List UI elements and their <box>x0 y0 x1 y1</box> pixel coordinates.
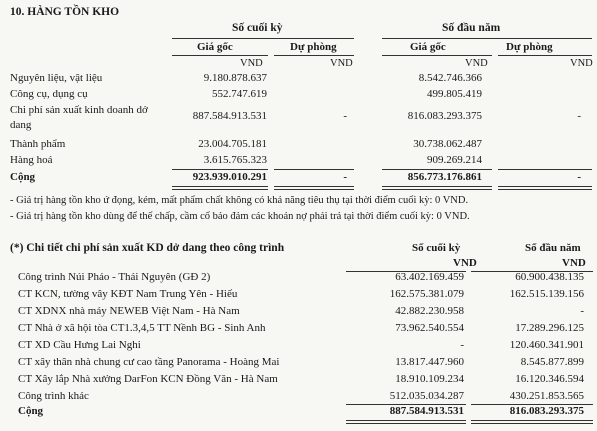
group-header-start-year: Số đầu năm <box>442 22 501 34</box>
row-label: CT XD Cầu Hưng Lai Nghi <box>18 339 141 351</box>
cell-value: - <box>460 339 464 351</box>
cell-value: 13.817.447.960 <box>395 356 464 368</box>
note-line: - Giá trị hàng tồn kho ứ đọng, kém, mất phẩm chất không có khả năng tiêu thụ tại thời điểm cuối kỳ: 0 VND. <box>10 195 469 206</box>
total-label: Cộng <box>18 405 44 417</box>
section-title: 10. HÀNG TỒN KHO <box>10 6 120 18</box>
cell-value: 16.120.346.594 <box>515 373 584 385</box>
row-label: Công trình Núi Pháo - Thái Nguyên (GĐ 2) <box>18 271 211 283</box>
total-value: - <box>577 171 581 183</box>
cell-value: 42.882.230.958 <box>395 305 464 317</box>
col-header-provision-1: Dự phòng <box>290 41 337 53</box>
unit-label: VND <box>240 58 263 69</box>
cell-value: 60.900.438.135 <box>515 271 584 283</box>
cell-value: 162.575.381.079 <box>389 288 464 300</box>
cell-value: 162.515.139.156 <box>509 288 584 300</box>
total-value: 923.939.010.291 <box>192 171 267 183</box>
row-label: Thành phẩm <box>10 138 66 150</box>
cell-value: 63.402.169.459 <box>395 271 464 283</box>
cell-value: 8.545.877.899 <box>520 356 584 368</box>
cell-value: 430.251.853.565 <box>509 390 584 402</box>
row-label: CT Nhà ở xã hội tòa CT1.3,4,5 TT Nềnh BG - Sinh Anh <box>18 322 266 334</box>
col-header-cost-1: Giá gốc <box>197 41 233 53</box>
row-label: CT KCN, tường vây KĐT Nam Trung Yên - Hiếu <box>18 288 238 300</box>
cell-value: 23.004.705.181 <box>198 138 267 150</box>
row-label: Chi phí sản xuất kinh doanh dở <box>10 104 148 116</box>
cell-value: 909.269.214 <box>427 154 482 166</box>
cell-value: 499.805.419 <box>427 88 482 100</box>
cell-value: 3.615.765.323 <box>203 154 267 166</box>
table2-col-end-period: Số cuối kỳ <box>412 242 461 254</box>
unit-label: VND <box>562 257 586 269</box>
cell-value: 30.738.062.487 <box>413 138 482 150</box>
cell-value: 120.460.341.901 <box>509 339 584 351</box>
table2-title: (*) Chi tiết chi phí sản xuất KD dở dang theo công trình <box>10 242 285 254</box>
unit-label: VND <box>570 58 593 69</box>
note-line: - Giá trị hàng tồn kho dùng để thế chấp, cầm cố bảo đảm các khoản nợ phải trả tại thời điểm cuối kỳ: 0 VND. <box>10 211 470 222</box>
cell-value: 552.747.619 <box>212 88 267 100</box>
cell-value: 512.035.034.287 <box>389 390 464 402</box>
cell-value: 17.289.296.125 <box>515 322 584 334</box>
row-label: CT Xây lắp Nhà xưởng DarFon KCN Đồng Văn - Hà Nam <box>18 373 278 385</box>
unit-label: VND <box>330 58 353 69</box>
total-value: 856.773.176.861 <box>407 171 482 183</box>
row-label: Công trình khác <box>18 390 89 402</box>
unit-label: VND <box>465 58 488 69</box>
row-label: Hàng hoá <box>10 154 53 166</box>
row-label: CT xây thân nhà chung cư cao tầng Panorama - Hoàng Mai <box>18 356 280 368</box>
cell-value: 18.910.109.234 <box>395 373 464 385</box>
table2-col-start-year: Số đầu năm <box>525 242 581 254</box>
group-header-end-period: Số cuối kỳ <box>232 22 283 34</box>
total-label: Cộng <box>10 171 36 183</box>
cell-value: 816.083.293.375 <box>407 110 482 122</box>
row-label: Nguyên liệu, vật liệu <box>10 72 103 84</box>
cell-value: 73.962.540.554 <box>395 322 464 334</box>
unit-label: VND <box>453 257 477 269</box>
cell-value: - <box>580 305 584 317</box>
cell-value: - <box>343 110 347 122</box>
total-value: 816.083.293.375 <box>509 405 584 417</box>
row-label: CT XDNX nhà máy NEWEB Việt Nam - Hà Nam <box>18 305 240 317</box>
col-header-provision-2: Dự phòng <box>506 41 553 53</box>
cell-value: 9.180.878.637 <box>203 72 267 84</box>
total-value: - <box>343 171 347 183</box>
row-label-continued: dang <box>10 119 32 131</box>
cell-value: 887.584.913.531 <box>192 110 267 122</box>
col-header-cost-2: Giá gốc <box>410 41 446 53</box>
total-value: 887.584.913.531 <box>389 405 464 417</box>
row-label: Công cụ, dụng cụ <box>10 88 88 100</box>
cell-value: 8.542.746.366 <box>418 72 482 84</box>
cell-value: - <box>577 110 581 122</box>
